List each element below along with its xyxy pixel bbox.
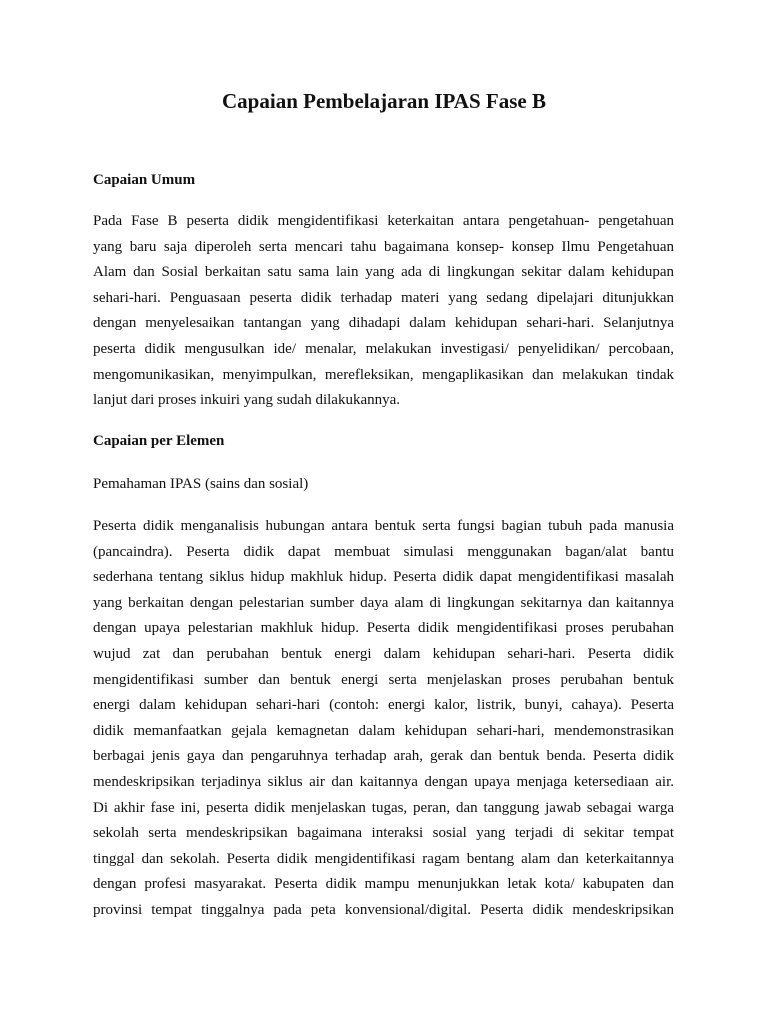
paragraph-line: berbagai jenis gaya dan pengaruhnya terhadap arah, gerak dan bentuk benda. Peserta didik [93,748,674,765]
paragraph-line: dengan upaya pelestarian makhluk hidup. Peserta didik mengidentifikasi proses perubahan [93,620,674,637]
document-title: Capaian Pembelajaran IPAS Fase B [222,89,546,113]
paragraph-line: Alam dan Sosial berkaitan satu sama lain yang ada di lingkungan sekitar dalam kehidupan [93,264,674,281]
paragraph-line: dengan profesi masyarakat. Peserta didik mampu menunjukkan letak kota/ kabupaten dan [93,876,674,893]
paragraph-line: mengomunikasikan, menyimpulkan, merefleksikan, mengaplikasikan dan melakukan tindak [93,366,674,383]
paragraph-line: peserta didik mengusulkan ide/ menalar, melakukan investigasi/ penyelidikan/ percobaan, [93,340,674,357]
paragraph-line: lanjut dari proses inkuiri yang sudah dilakukannya. [93,392,401,409]
paragraph-line: Peserta didik menganalisis hubungan antara bentuk serta fungsi bagian tubuh pada manusia [93,518,674,534]
paragraph-line: tinggal dan sekolah. Peserta didik mengidentifikasi ragam bentang alam dan keterkaitannya [93,850,674,867]
paragraph-line: Di akhir fase ini, peserta didik menjelaskan tugas, peran, dan tanggung jawab sebagai warga [93,799,674,816]
paragraph-line: dengan menyelesaikan tantangan yang dihadapi dalam kehidupan sehari-hari. Selanjutnya [93,315,674,332]
paragraph-line: provinsi tempat tinggalnya pada peta konvensional/digital. Peserta didik mendeskripsikan [93,901,674,918]
paragraph-line: yang baru saja diperoleh serta mencari tahu bagaimana konsep- konsep Ilmu Pengetahuan [93,238,674,255]
subheading-pemahaman-ipas: Pemahaman IPAS (sains dan sosial) [93,476,309,492]
paragraph-pemahaman-ipas [93,514,674,924]
paragraph-line: mengidentifikasi sumber dan bentuk energi serta menjelaskan proses perubahan bentuk [93,671,674,688]
paragraph-line: sederhana tentang siklus hidup makhluk hidup. Peserta didik dapat mengidentifikasi masalah [93,569,674,586]
paragraph-line: yang berkaitan dengan pelestarian sumber daya alam di lingkungan sekitarnya dan kaitannya [93,594,674,611]
paragraph-line: wujud zat dan perubahan bentuk energi dalam kehidupan sehari-hari. Peserta didik [93,645,674,662]
paragraph-line: Pada Fase B peserta didik mengidentifikasi keterkaitan antara pengetahuan- pengetahuan [93,213,674,229]
paragraph-line: (pancaindra). Peserta didik dapat membuat simulasi menggunakan bagan/alat bantu [93,543,674,560]
paragraph-capaian-umum [93,209,674,414]
section-heading-capaian-umum: Capaian Umum [93,172,196,188]
paragraph-line: mendeskripsikan terjadinya siklus air dan kaitannya dengan upaya menjaga ketersediaan air. [93,773,674,790]
section-heading-capaian-per-elemen: Capaian per Elemen [93,433,225,449]
paragraph-line: sekolah serta mendeskripsikan bagaimana interaksi sosial yang terjadi di sekitar tempat [93,825,674,842]
paragraph-line: energi dalam kehidupan sehari-hari (contoh: energi kalor, listrik, bunyi, cahaya). Peserta [93,697,674,714]
paragraph-line: sehari-hari. Penguasaan peserta didik terhadap materi yang sedang dipelajari ditunjukkan [93,289,674,306]
paragraph-line: didik memanfaatkan gejala kemagnetan dalam kehidupan sehari-hari, mendemonstrasikan [93,722,674,739]
